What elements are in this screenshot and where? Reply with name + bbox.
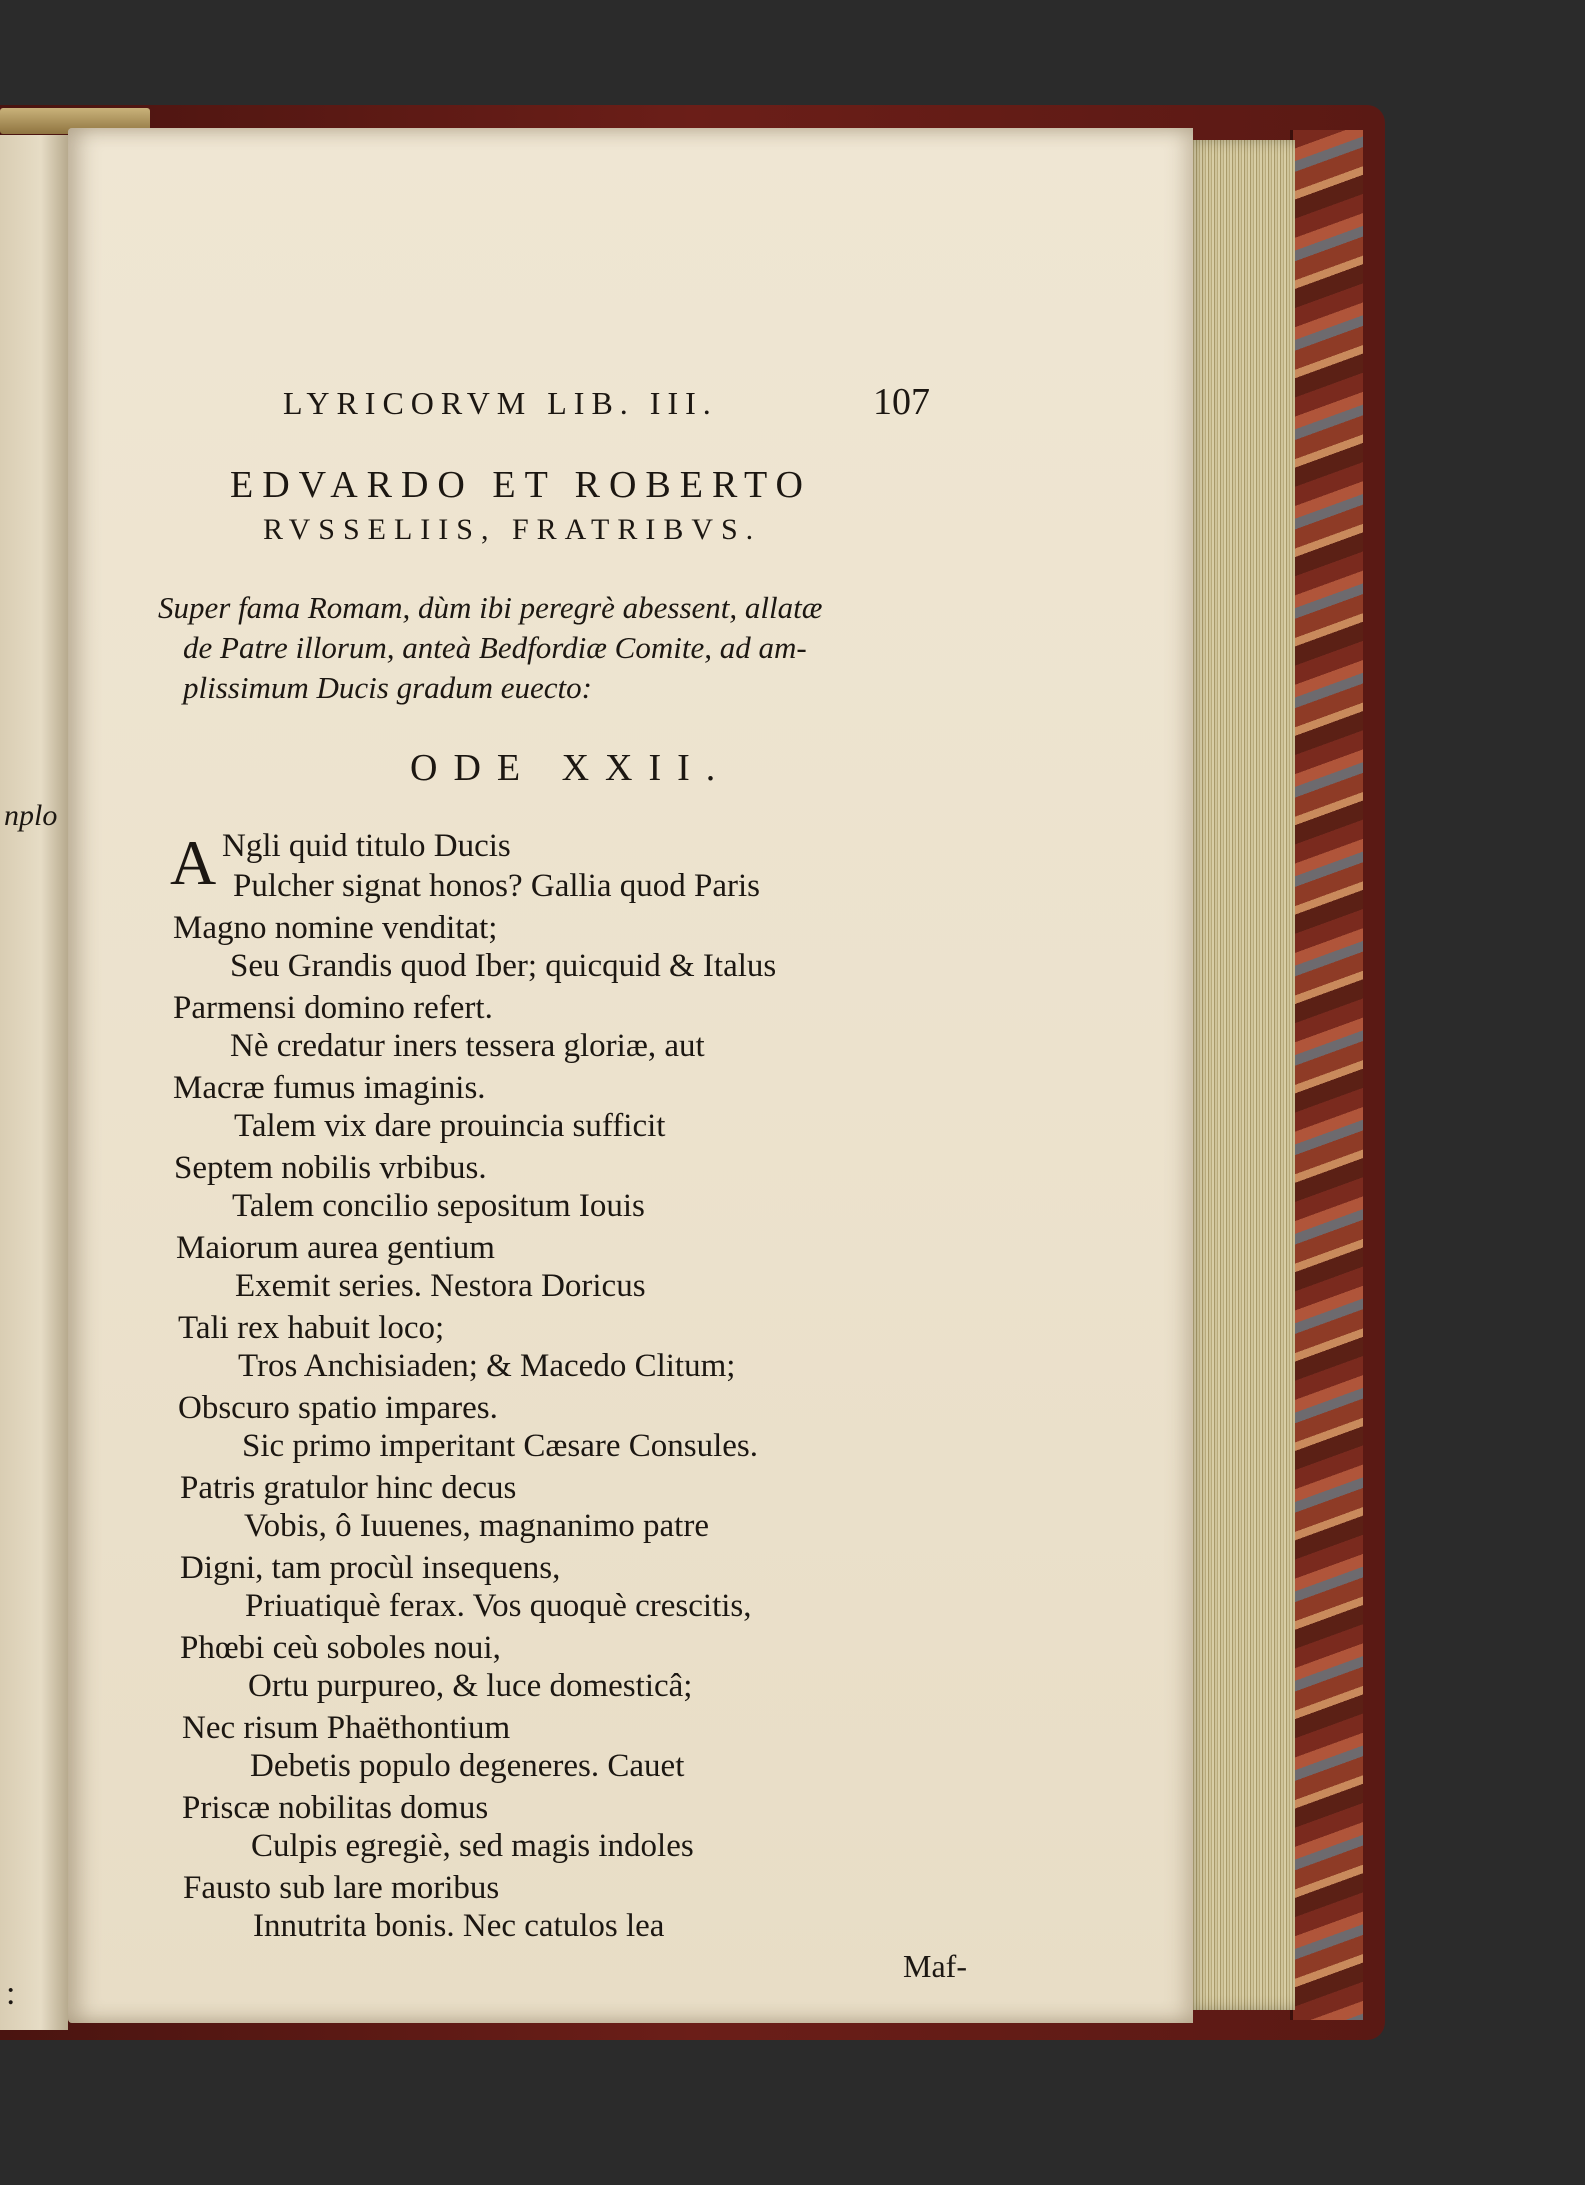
- verse-line: Maiorum aurea gentium: [176, 1230, 495, 1266]
- verse-line: Ngli quid titulo Ducis: [222, 828, 511, 864]
- catchword: Maf-: [903, 1948, 967, 1984]
- argument-line: de Patre illorum, anteà Bedfordiæ Comite, ad am-: [183, 630, 807, 665]
- verse-line: Ortu purpureo, & luce domesticâ;: [248, 1668, 693, 1704]
- recto-page: [68, 128, 1193, 2023]
- ode-title: ODE XXII.: [410, 747, 732, 789]
- facing-page-left: [0, 135, 68, 2030]
- verse-line: Vobis, ô Iuuenes, magnanimo patre: [244, 1508, 709, 1544]
- verse-line: Digni, tam procùl insequens,: [180, 1550, 561, 1586]
- verse-line: Obscuro spatio impares.: [178, 1390, 498, 1426]
- verse-line: Parmensi domino refert.: [173, 990, 493, 1026]
- verse-line: Culpis egregiè, sed magis indoles: [251, 1828, 694, 1864]
- verse-line: Pulcher signat honos? Gallia quod Paris: [233, 868, 761, 904]
- verse-line: Patris gratulor hinc decus: [180, 1470, 517, 1506]
- verse-line: Macræ fumus imaginis.: [173, 1070, 486, 1106]
- verse-line: Tros Anchisiaden; & Macedo Clitum;: [238, 1348, 736, 1384]
- verse-line: Fausto sub lare moribus: [183, 1870, 500, 1906]
- dedication-heading-line2: RVSSELIIS, FRATRIBVS.: [263, 513, 762, 546]
- verse-line: Talem concilio sepositum Iouis: [232, 1188, 645, 1224]
- verse-line: Debetis populo degeneres. Cauet: [250, 1748, 685, 1784]
- drop-cap: A: [170, 827, 217, 898]
- verse-line: Priuatiquè ferax. Vos quoquè crescitis,: [245, 1588, 752, 1624]
- dedication-heading-line1: EDVARDO ET ROBERTO: [230, 464, 812, 506]
- verse-line: Innutrita bonis. Nec catulos lea: [253, 1908, 665, 1944]
- marbled-endpaper-edge: [1290, 130, 1363, 2020]
- page-number: 107: [873, 381, 930, 423]
- verse-line: Exemit series. Nestora Doricus: [235, 1268, 646, 1304]
- verse-line: Seu Grandis quod Iber; quicquid & Italus: [230, 948, 777, 984]
- verse-line: Nec risum Phaëthontium: [182, 1710, 511, 1746]
- verse-line: Septem nobilis vrbibus.: [174, 1150, 487, 1186]
- verse-line: Nè credatur iners tessera gloriæ, aut: [230, 1028, 705, 1064]
- verse-line: Talem vix dare prouincia sufficit: [234, 1108, 666, 1144]
- page-fore-edge: [1185, 140, 1295, 2010]
- facing-page-fragment: nplo: [4, 799, 58, 832]
- verse-line: Phœbi ceù soboles noui,: [180, 1630, 501, 1666]
- verse-line: Magno nomine venditat;: [173, 910, 498, 946]
- verse-line: Priscæ nobilitas domus: [182, 1790, 489, 1826]
- running-title: LYRICORVM LIB. III.: [283, 385, 718, 421]
- verse-line: Sic primo imperitant Cæsare Consules.: [242, 1428, 759, 1464]
- argument-line: plissimum Ducis gradum euecto:: [183, 670, 592, 705]
- verse-line: Tali rex habuit loco;: [178, 1310, 445, 1346]
- facing-page-mark: :: [6, 1975, 16, 2012]
- argument-line: Super fama Romam, dùm ibi peregrè abessent, allatæ: [158, 590, 823, 625]
